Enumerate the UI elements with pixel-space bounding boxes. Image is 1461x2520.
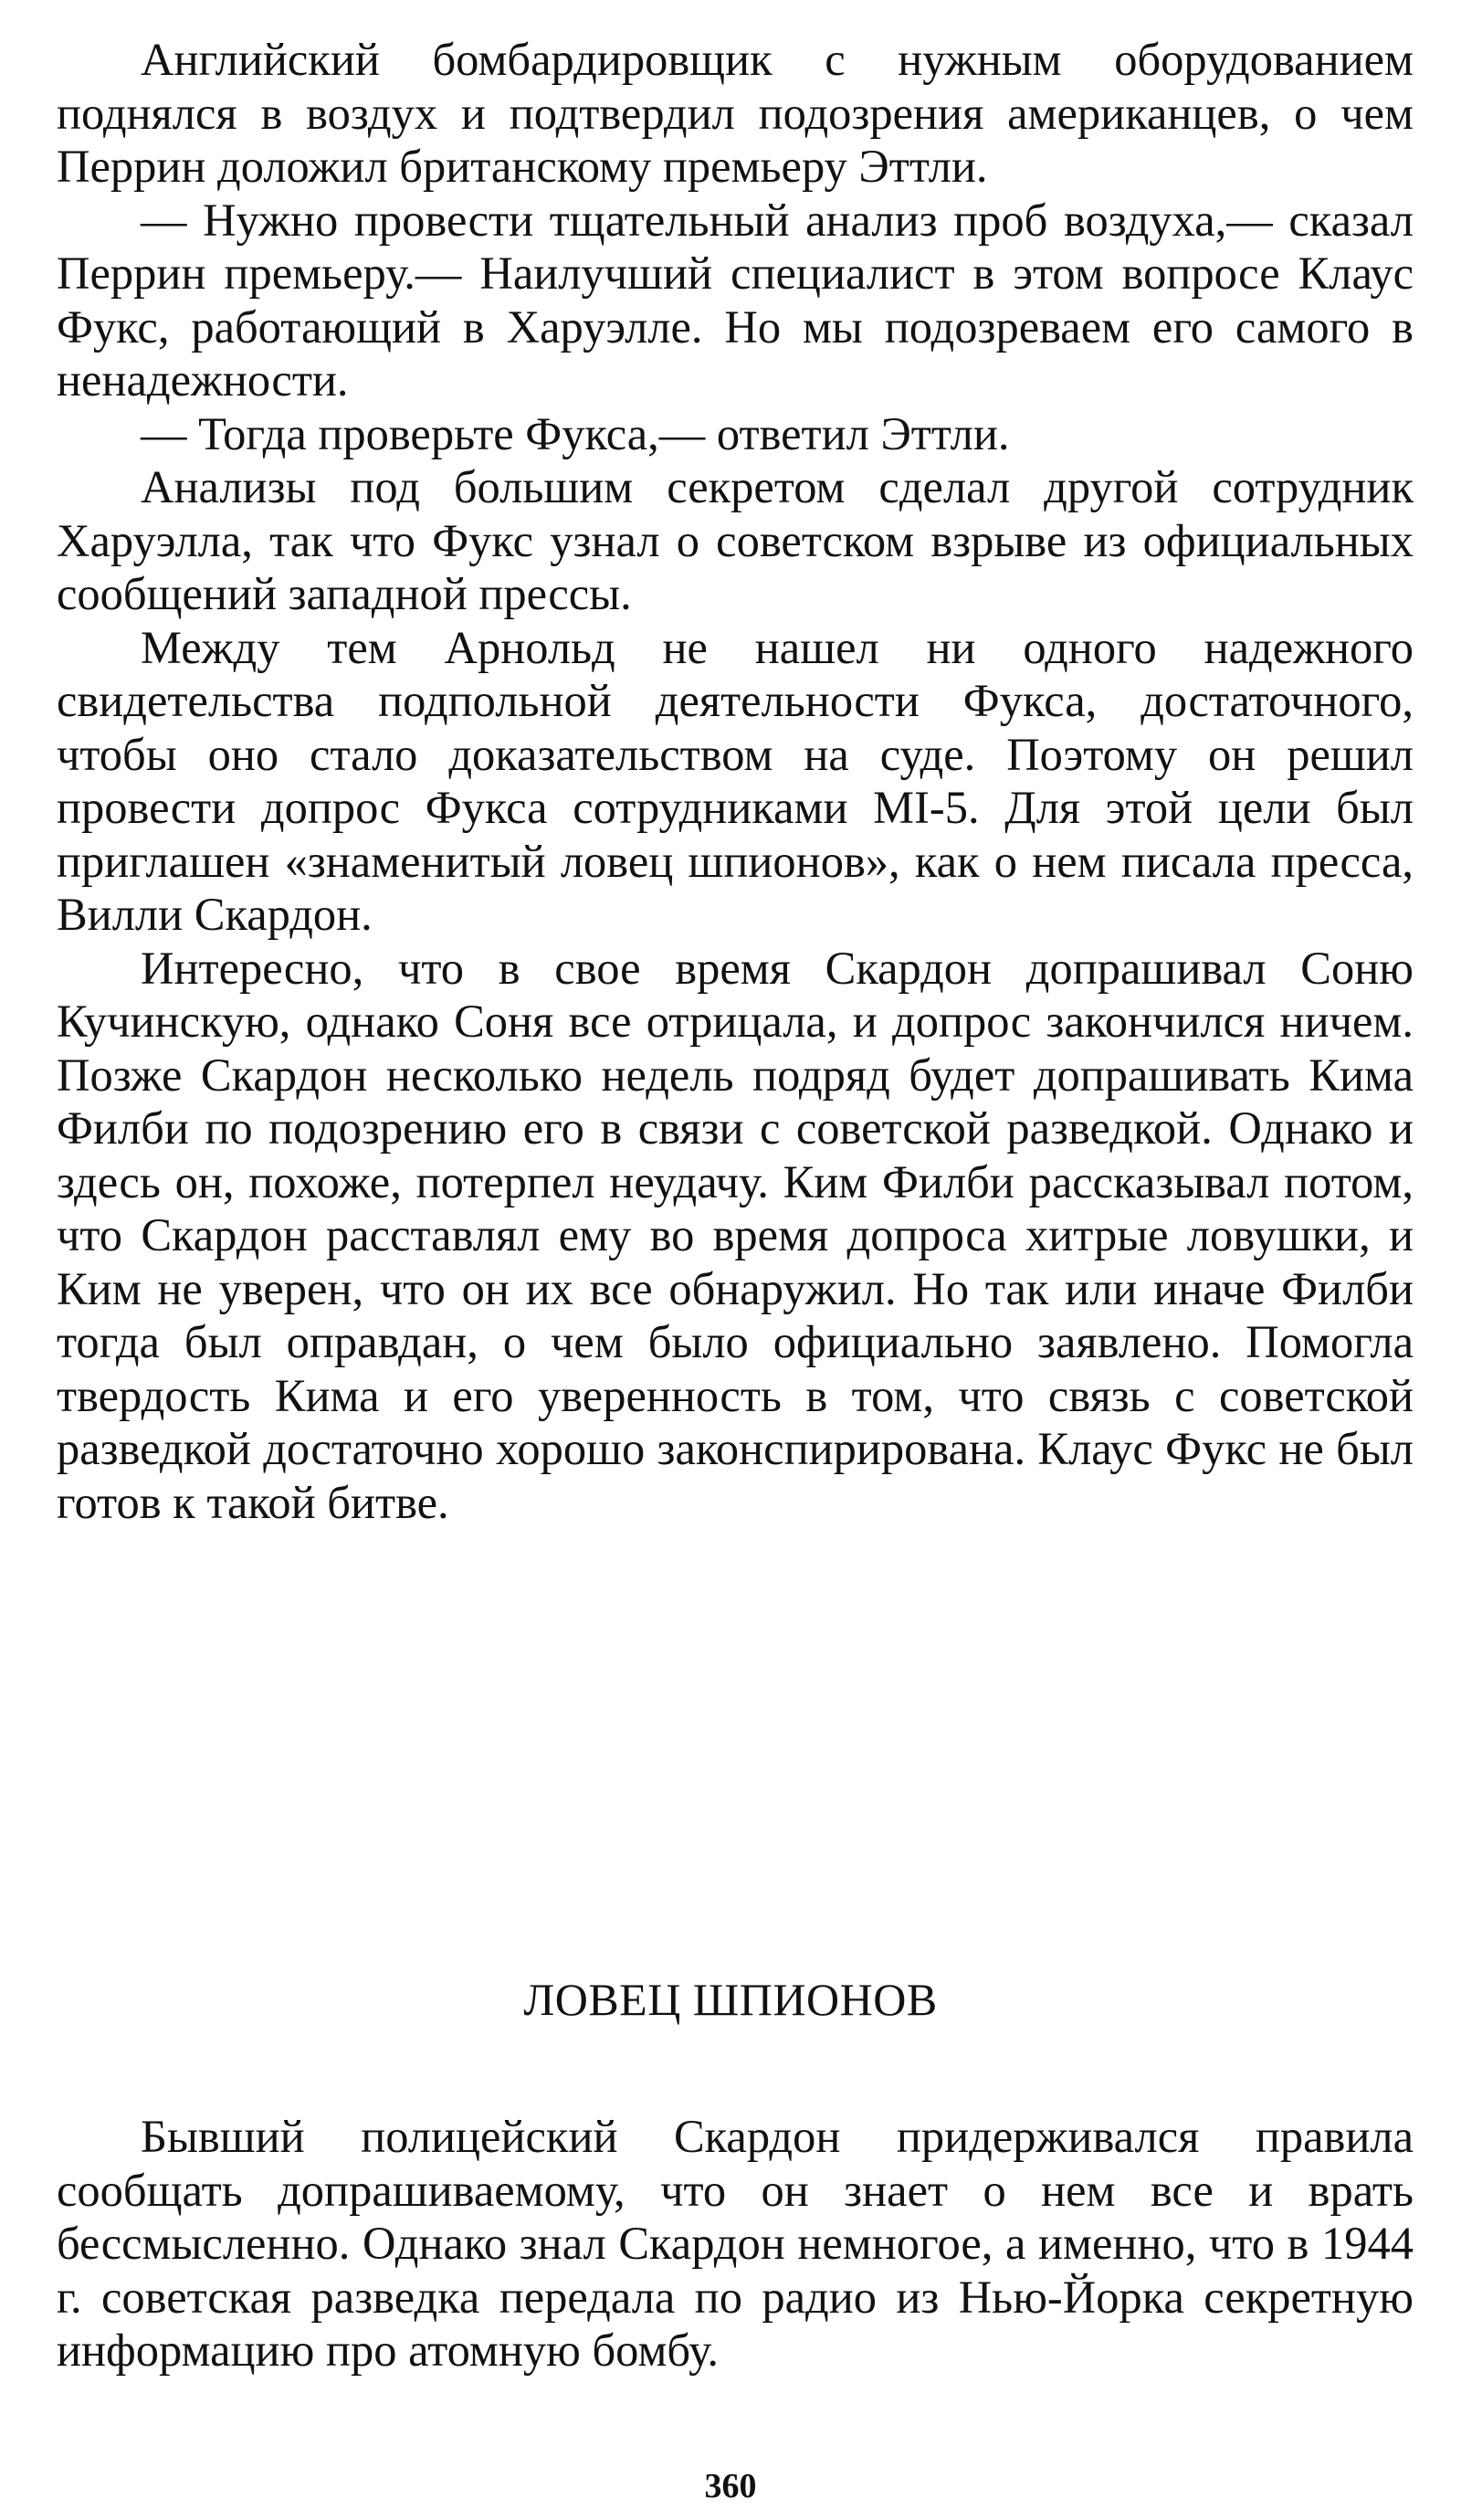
section-heading: ЛОВЕЦ ШПИОНОВ [523, 1974, 938, 2025]
paragraph: Английский бомбардировщик с нужным оборудованием поднялся в воздух и подтвердил подозрения американцев, о чем Перрин доложил британскому премьеру Эттли. [57, 34, 1414, 192]
paragraph: Анализы под большим секретом сделал другой сотрудник Харуэлла, так что Фукс узнал о советском взрыве из официальных сообщений западной прессы. [57, 461, 1414, 619]
section-body-text [57, 2110, 1414, 2378]
dialogue-line: — Нужно провести тщательный анализ проб воздуха,— сказал Перрин премьеру.— Наилучший специалист в этом вопросе Клаус Фукс, работающий в Харуэлле. Но мы подозреваем его самого в ненадежности. [57, 194, 1414, 406]
paragraph: Бывший полицейский Скардон придерживался правила сообщать допрашиваемому, что он знает о нем все и врать бессмысленно. Однако знал Скардон немногое, а именно, что в 1944 г. советская разведка передала по радио из Нью-Йорка секретную информацию про атомную бомбу. [57, 2111, 1414, 2376]
body-text [57, 33, 1414, 1529]
paragraph: Интересно, что в свое время Скардон допрашивал Соню Кучинскую, однако Соня все отрицала, и допрос закончился ничем. Позже Скардон несколько недель подряд будет допрашивать Кима Филби по подозрению его в связи с советской разведкой. Однако и здесь он, похоже, потерпел неудачу. Ким Филби рассказывал потом, что Скардон расставлял ему во время допроса хитрые ловушки, и Ким не уверен, что он их все обнаружил. Но так или иначе Филби тогда был оправдан, о чем было официально заявлено. Помогла твердость Кима и его уверенность в том, что связь с советской разведкой достаточно хорошо законспирирована. Клаус Фукс не был готов к такой битве. [57, 942, 1414, 1528]
paragraph: Между тем Арнольд не нашел ни одного надежного свидетельства подпольной деятельности Фукса, достаточного, чтобы оно стало доказательством на суде. Поэтому он решил провести допрос Фукса сотрудниками MI-5. Для этой цели был приглашен «знаменитый ловец шпионов», как о нем писала пресса, Вилли Скардон. [57, 621, 1414, 940]
page-number: 360 [704, 2467, 757, 2505]
dialogue-line: — Тогда проверьте Фукса,— ответил Эттли. [141, 407, 1010, 459]
